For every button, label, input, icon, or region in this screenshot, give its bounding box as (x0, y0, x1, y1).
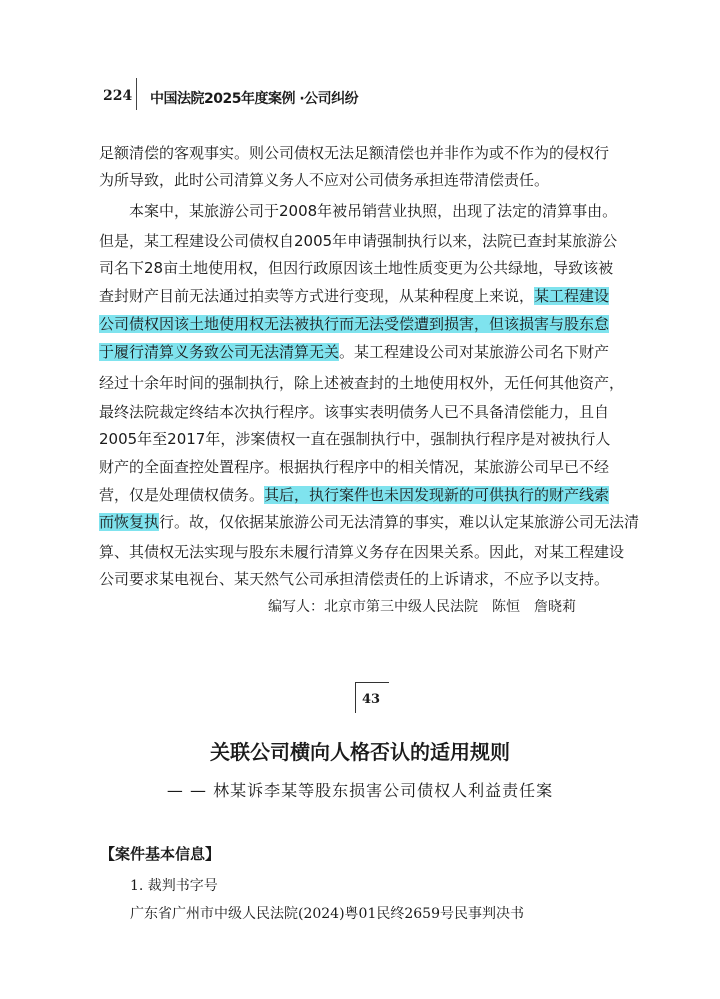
body-line (99, 229, 659, 253)
body-line (99, 371, 659, 395)
page-number: 224 (103, 88, 133, 104)
body-line (99, 455, 659, 479)
body-line (99, 199, 659, 223)
highlighted-text: 其后，执行案件也未因发现新的可供执行的财产线索 (264, 486, 610, 504)
body-line-text: 。某工程建设公司对某旅游公司名下财产 (339, 343, 610, 361)
body-line-text: 算、其债权无法实现与股东未履行清算义务存在因果关系。因此，对某工程建设 (99, 543, 625, 561)
body-line-text: 行。故，仅依据某旅游公司无法清算的事实，难以认定某旅游公司无法清 (159, 513, 640, 531)
highlighted-text: 某工程建设 (534, 287, 610, 305)
body-line (99, 312, 659, 336)
body-line-text: 足额清偿的客观事实。则公司债权无法足额清偿也并非作为或不作为的侵权行 (99, 144, 610, 162)
body-line-text: 司名下28亩土地使用权，但因行政原因该土地性质变更为公共绿地，导致该被 (99, 259, 614, 277)
section-heading: 【案件基本信息】 (100, 845, 221, 863)
body-line-text: 营，仅是处理债权债务。 (99, 486, 265, 504)
body-line (99, 540, 659, 564)
body-line (99, 510, 659, 534)
body-line-text: 2005年至2017年，涉案债权一直在强制执行中，强制执行程序是对被执行人 (99, 430, 611, 448)
body-line-text: 为所导致，此时公司清算义务人不应对公司债务承担连带清偿责任。 (99, 171, 550, 189)
body-line-text: 公司要求某电视台、某天然气公司承担清偿责任的上诉请求，不应予以支持。 (99, 570, 610, 588)
case-subtitle: — — 林某诉李某等股东损害公司债权人利益责任案 (166, 781, 554, 800)
body-line (99, 427, 659, 451)
running-title: 中国法院2025年度案例 ·公司纠纷 (150, 91, 359, 107)
highlighted-text: 公司债权因该土地使用权无法被执行而无法受偿遭到损害，但该损害与股东怠 (99, 315, 610, 333)
body-line-text: 经过十余年时间的强制执行，除上述被查封的土地使用权外，无任何其他资产， (99, 374, 625, 392)
body-line-text: 查封财产目前无法通过拍卖等方式进行变现，从某种程度上来说， (99, 287, 535, 305)
body-line (99, 168, 659, 192)
body-line-text: 财产的全面查控处置程序。根据执行程序中的相关情况，某旅游公司早已不经 (99, 458, 610, 476)
case-number: 43 (362, 692, 381, 707)
highlighted-text: 于履行清算义务致公司无法清算无关 (99, 343, 340, 361)
body-line-text: 本案中，某旅游公司于2008年被吊销营业执照，出现了法定的清算事由。 (99, 202, 618, 220)
body-line (99, 400, 659, 424)
body-line (99, 141, 659, 165)
body-line (99, 284, 659, 308)
body-line (99, 340, 659, 364)
author-line: 编写人：北京市第三中级人民法院 陈恒 詹晓莉 (268, 599, 576, 615)
body-line (99, 256, 659, 280)
case-title: 关联公司横向人格否认的适用规则 (210, 740, 510, 764)
body-line-text: 最终法院裁定终结本次执行程序。该事实表明债务人已不具备清偿能力，且自 (99, 403, 610, 421)
section-item-label: 1. 裁判书字号 (130, 878, 218, 894)
body-line (99, 567, 659, 591)
section-item-text: 广东省广州市中级人民法院(2024)粤01民终2659号民事判决书 (130, 906, 524, 922)
body-line-text: 但是，某工程建设公司债权自2005年申请强制执行以来，法院已查封某旅游公 (99, 232, 618, 250)
highlighted-text: 而恢复执 (99, 513, 160, 531)
body-line (99, 483, 659, 507)
header-divider (136, 78, 137, 110)
